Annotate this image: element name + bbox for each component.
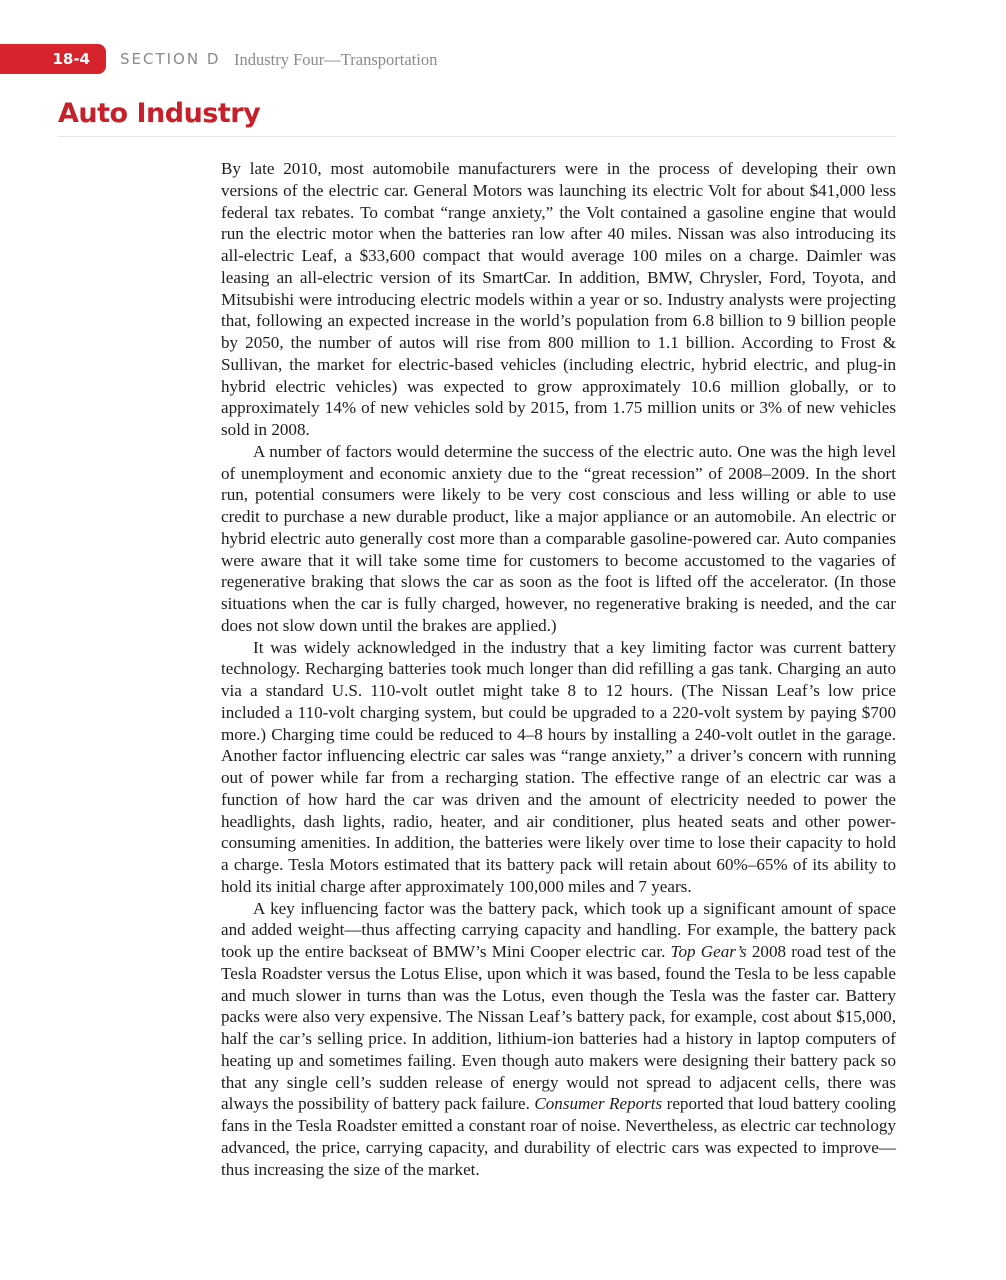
- paragraph-3: It was widely acknowledged in the industry that a key limiting factor was current battery technology. Recharging batteries took much longer than did refilling a gas tank. Charging an auto via a standard U.S. 110-volt outlet might take 8 to 12 hours. (The Nissan Leaf’s low price included a 110-volt charging system, but could be upgraded to a 220-volt system by paying $700 more.) Charging time could be reduced to 4–8 hours by installing a 240-volt outlet in the garage. Another factor influencing electric car sales was “range anxiety,” a driver’s concern with running out of power while far from a recharging station. The effective range of an electric car was a function of how hard the car was driven and the amount of electricity needed to power the headlights, dash lights, radio, heater, and air conditioner, plus heated seats and other power-consuming amenities. In addition, the batteries were likely over time to lose their capacity to hold a charge. Tesla Motors estimated that its battery pack will retain about 60%–65% of its ability to hold its initial charge after approximately 100,000 miles and 7 years.: [221, 637, 896, 896]
- consumer-reports-citation: Consumer Reports: [534, 1094, 663, 1114]
- paragraph-4-part-1: A key influencing factor was the battery pack, which took up a significant amount of space and added weight—thus affecting carrying capacity and handling. For example, the battery pack took up the entire backseat of BMW’s Mini Cooper electric car.: [221, 898, 896, 961]
- paragraph-4: [221, 898, 896, 1181]
- paragraph-1: By late 2010, most automobile manufacturers were in the process of developing their own versions of the electric car. General Motors was launching its electric Volt for about $41,000 less federal tax rebates. To combat “range anxiety,” the Volt contained a gasoline engine that would run the electric motor when the batteries ran low after 40 miles. Nissan was also introducing its all-electric Leaf, a $33,600 compact that would average 100 miles on a charge. Daimler was leasing an all-electric version of its SmartCar. In addition, BMW, Chrysler, Ford, Toyota, and Mitsubishi were introducing electric models within a year or so. Industry analysts were projecting that, following an expected increase in the world’s population from 6.8 billion to 9 billion people by 2050, the number of autos will rise from 800 million to 1.1 billion. According to Frost & Sullivan, the market for electric-based vehicles (including electric, hybrid electric, and plug-in hybrid electric vehicles) was expected to grow approximately 10.6 million globally, or to approximately 14% of new vehicles sold by 2015, from 1.75 million units or 3% of new vehicles sold in 2008.: [221, 159, 896, 439]
- page-number-tab: 18-4: [0, 44, 106, 74]
- article-body: [221, 158, 896, 1180]
- top-gear-citation: Top Gear’s: [670, 942, 747, 961]
- chapter-title: Auto Industry: [58, 98, 261, 129]
- heading-divider: [58, 136, 896, 137]
- section-label: SECTION D: [120, 50, 221, 68]
- paragraph-4-part-2: 2008 road test of the Tesla Roadster versus the Lotus Elise, upon which it was based, found the Tesla to be less capable and much slower in turns than was the Lotus, even though the Tesla was the faster car. Battery packs were also very expensive. The Nissan Leaf’s battery pack, for example, cost about $15,000, half the car’s selling price. In addition, lithium-ion batteries had a history in laptop computers of heating up and sometimes failing. Even though auto makers were designing their battery pack so that any single cell’s sudden release of energy would not spread to adjacent cells, there was always the possibility of battery pack failure.: [221, 942, 896, 1114]
- paragraph-2: A number of factors would determine the success of the electric auto. One was the high level of unemployment and economic anxiety due to the “great recession” of 2008–2009. In the short run, potential consumers were likely to be very cost conscious and less willing or able to use credit to purchase a new durable product, like a major appliance or an automobile. An electric or hybrid electric auto generally cost more than a comparable gasoline-powered car. Auto companies were aware that it will take some time for customers to become accustomed to the vagaries of regenerative braking that slows the car as soon as the foot is lifted off the accelerator. (In those situations when the car is fully charged, however, no regenerative braking is needed, and the car does not slow down until the brakes are applied.): [221, 441, 896, 635]
- section-title: Industry Four—Transportation: [234, 50, 438, 69]
- paragraph-4-part-3: reported that loud battery cooling fans in the Tesla Roadster emitted a constant roar of noise. Nevertheless, as electric car technology advanced, the price, carrying capacity, and durability of electric cars was expected to improve—thus increasing the size of the market.: [221, 1094, 896, 1179]
